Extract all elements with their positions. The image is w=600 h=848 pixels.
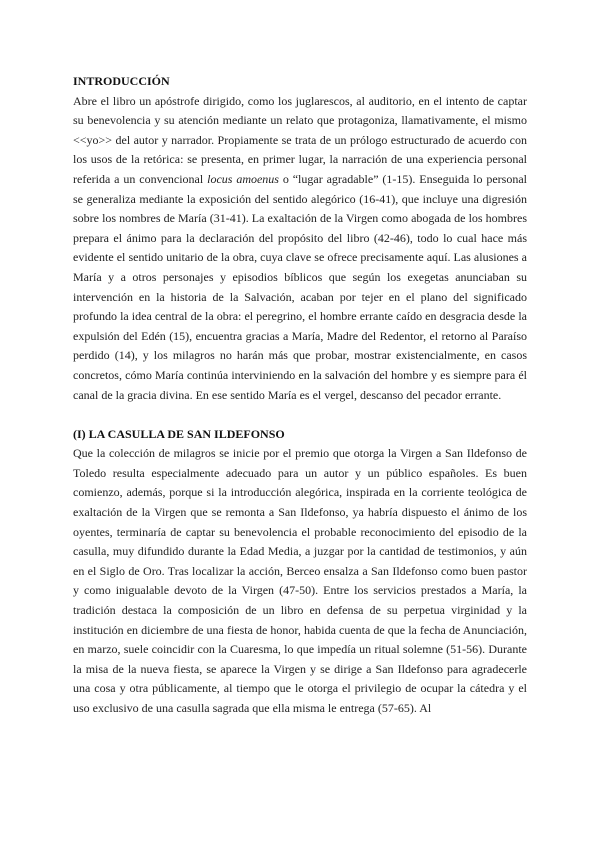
- section-spacer: [73, 405, 527, 425]
- document-page: [73, 72, 527, 719]
- intro-heading: INTRODUCCIÓN: [73, 74, 170, 88]
- section1-heading: (I) LA CASULLA DE SAN ILDEFONSO: [73, 426, 285, 441]
- intro-text-a: Abre el libro un apóstrofe dirigido, como los juglarescos, al auditorio, en el intento de captar su benevolencia y su atención mediante un relato que protagoniza, llamativamente, el mismo <<yo>> del autor y narrador. Propiamente se trata de un prólogo estructurado de acuerdo con los usos de la retórica: se presenta, en primer lugar, la narración de una experiencia personal referida a un convencional: [73, 93, 527, 186]
- intro-text-b: o “lugar agradable” (1-15). Enseguida lo personal se generaliza mediante la exposición del sentido alegórico (16-41), que incluye una digresión sobre los nombres de María (31-41). La exaltación de la Virgen como abogada de los hombres prepara el ánimo para la declaración del propósito del libro (42-46), todo lo cual hace más evidente el sentido unitario de la obra, cuya clave se ofrece precisamente aquí. Las alusiones a María y a otros personajes y episodios bíblicos que según los exegetas anunciaban su intervención en la historia de la Salvación, acaban por tejer en el plano del significado profundo la idea central de la obra: el peregrino, el hombre errante caído en desgracia desde la expulsión del Edén (15), encuentra gracias a María, Madre del Redentor, el retorno al Paraíso perdido (14), y los milagros no harán más que probar, mostrar existencialmente, en casos concretos, cómo María continúa interviniendo en la salvación del hombre y es siempre para él canal de la gracia divina. En ese sentido María es el vergel, descanso del pecador errante.: [73, 171, 528, 402]
- intro-paragraph: [73, 92, 527, 406]
- intro-italic-term: locus amoenus: [207, 171, 279, 186]
- section1-paragraph: Que la colección de milagros se inicie por el premio que otorga la Virgen a San Ildefonso de Toledo resulta especialmente adecuado para un autor y un público españoles. Es buen comienzo, además, porque si la introducción alegórica, inspirada en la corriente teológica de exaltación de la Virgen que se remonta a San Ildefonso, ya habría dispuesto el ánimo de los oyentes, terminaría de captar su benevolencia el probable reconocimiento del episodio de la casulla, muy difundido durante la Edad Media, a juzgar por la cantidad de testimonios, y aún en el Siglo de Oro. Tras localizar la acción, Berceo ensalza a San Ildefonso como buen pastor y como inigualable devoto de la Virgen (47-50). Entre los servicios prestados a María, la tradición destaca la composición de un libro en defensa de su perpetua virginidad y la institución en diciembre de una fiesta de honor, habida cuenta de que la fecha de Anunciación, en marzo, suele coincidir con la Cuaresma, lo que impedía un ritual solemne (51-56). Durante la misa de la nueva fiesta, se aparece la Virgen y se dirige a San Ildefonso para agradecerle una cosa y otra públicamente, al tiempo que le otorga el privilegio de ocupar la cátedra y el uso exclusivo de una casulla sagrada que ella misma le entrega (57-65). Al: [73, 446, 527, 715]
